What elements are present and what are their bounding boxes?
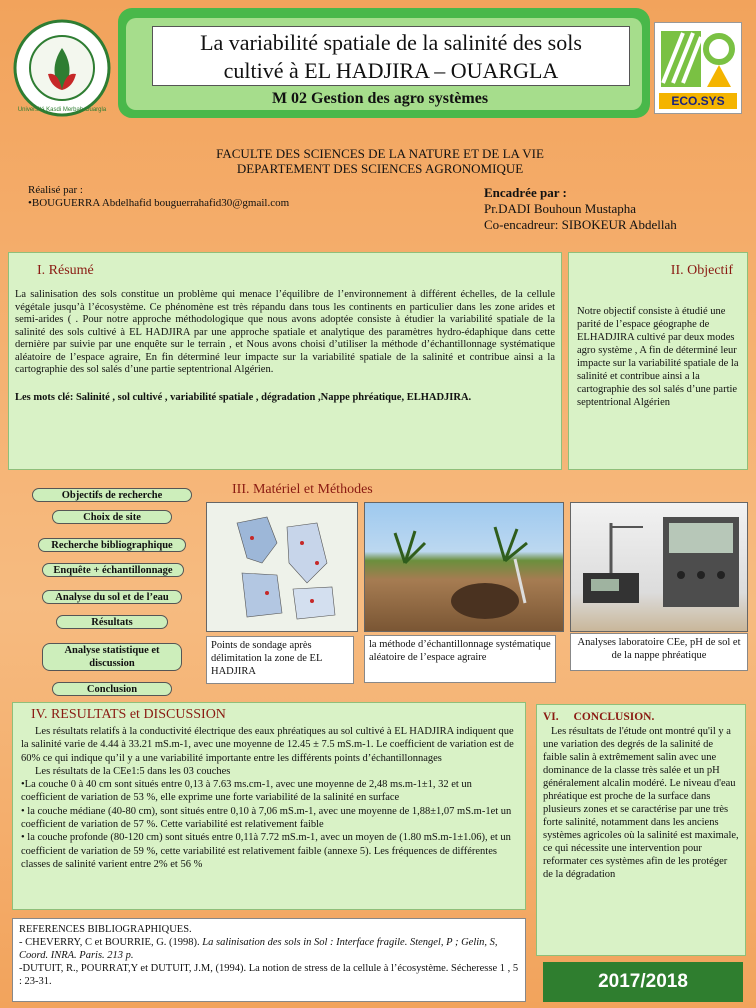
step-enquete: Enquête + échantillonnage [42, 563, 184, 577]
methods-title: III. Matériel et Méthodes [232, 482, 373, 497]
results-paragraph: Les résultats relatifs à la conductivité électrique des eaux phréatiques au sol cultivé à EL HADJIRA indiquent que la salinité varie de 4.44 à 33.21 mS.m-1, avec une moyenne de 12.45 ± 7.5 mS.m-1. Le coefficient de variation est de 60% ce qui indique qu’il y a une variabilité importante entre les différents points d’échantillonnages [21, 726, 514, 764]
reference-1-authors: - CHEVERRY, C et BOURRIE, G. (1998). [19, 937, 203, 948]
sampling-caption: la méthode d’échantillonnage systématique aléatoire de l’espace agraire [364, 635, 556, 683]
resume-title: I. Résumé [37, 263, 94, 278]
results-section [12, 702, 526, 910]
step-resultats: Résultats [56, 615, 168, 629]
faculty-line-2: DEPARTEMENT DES SCIENCES AGRONOMIQUE [236, 161, 524, 176]
step-analyse-statistique: Analyse statistique et discussion [42, 643, 182, 671]
results-title: IV. RESULTATS et DISCUSSION [31, 707, 226, 722]
reference-2: -DUTUIT, R., POURRAT,Y et DUTUIT, J.M, (1994). La notion de stress de la cellule à l’écosystème. Sécheresse 1 , 5 : 23-31. [19, 963, 519, 987]
supervisor-name: Pr.DADI Bouhoun Mustapha [484, 201, 637, 216]
faculty-block [120, 146, 640, 176]
resume-keywords: Les mots clé: Salinité , sol cultivé , variabilité spatiale , dégradation ,Nappe phréatique, ELHADJIRA. [15, 391, 472, 403]
step-analyse-sol: Analyse du sol et de l’eau [42, 590, 182, 604]
lab-caption: Analyses laboratoire CEe, pH de sol et de la nappe phréatique [570, 633, 748, 671]
ecosys-logo-text: ECO.SYS [671, 94, 725, 108]
reference-1-title: La salinisation des sols in Sol : Interface fragile. Stengel, P ; Gelin, S, Coord. INRA. Paris. 213 p. [19, 937, 498, 961]
references-section [12, 918, 526, 1002]
ecosys-logo [654, 22, 742, 114]
conclusion-number: VI. [543, 711, 559, 723]
supervisors-block [484, 185, 744, 233]
field-sampling-photo [364, 502, 564, 632]
reference-1 [19, 936, 519, 962]
faculty-line-1: FACULTE DES SCIENCES DE LA NATURE ET DE LA VIE [216, 146, 544, 161]
supervised-label: Encadrée par : [484, 185, 567, 200]
references-title: REFERENCES BIBLIOGRAPHIQUES. [19, 924, 192, 935]
conclusion-section [536, 704, 746, 956]
cosupervisor-name: Co-encadreur: SIBOKEUR Abdellah [484, 217, 677, 232]
objectif-body: Notre objectif consiste à étudié une parité de l’espace géographe de ELHADJIRA cultivé par deux modes agro système , A fin de déterminé leur impacte sur la variabilité spatiale de la salinité et contribue ainsi a la cartographie des sol salés d’une partie septentrional Algérien [577, 306, 739, 408]
results-paragraph: •La couche 0 à 40 cm sont situés entre 0,13 à 7.63 ms.cm-1, avec une moyenne de 2,48 ms.m-1±1, 32 et un coefficient de variation de 53 %, elle exprime une forte variabilité de la salinité en surface [21, 779, 472, 804]
title-line-2: cultivé à EL HADJIRA – OUARGLA [223, 58, 559, 83]
results-paragraph: • la couche profonde (80-120 cm) sont situés entre 0,11à 7.72 mS.m-1, avec un moyen de (1.80 mS.m-1±1.06), et un coefficient de variation de 59 %, cette variabilité est relativement faible (annexe 5). Les fréquences de différentes classes de salinité varient entre 2% et 56 % [21, 832, 511, 870]
results-body [21, 725, 517, 871]
authors-block [28, 184, 368, 210]
objectif-section [568, 252, 748, 470]
authors-label: Réalisé par : [28, 184, 83, 196]
conclusion-title [543, 711, 739, 723]
lab-analysis-photo [570, 502, 748, 632]
step-choix-site: Choix de site [52, 510, 172, 524]
university-logo [12, 18, 112, 118]
poster-subtitle: M 02 Gestion des agro systèmes [271, 90, 489, 107]
resume-body: La salinisation des sols constitue un problème qui menace l’équilibre de l’environnement à différent échelles, de la cellule végétale jusqu’à l’écosystème. Ce phénomène est très répandu dans tous les continents en particulier dans les zone arides et semi-arides ( . Pour notre approche méthodologique que nous avons adoptée consiste à étudier la variabilité spatiale de la salinité des sols cultivé à EL HADJIRA par une approche spatiale et analytique des paramètres hydro-édaphique dans cette dernière par suivie par une enquête sur le terrain , et Nous avons choisi d’utiliser la méthode d’échantillonnage systématique aléatoire de l’espace agraire, En fin déterminé leur impacte sur la variabilité spatiale de la salinité et contribue ainsi a la cartographie des sol salés d’une partie septentrional Algérien. [15, 289, 555, 375]
author-name: •BOUGUERRA Abdelhafid bouguerrahafid30@gmail.com [28, 197, 290, 209]
map-caption: Points de sondage après délimitation la zone de EL HADJIRA [206, 636, 354, 684]
map-image [206, 502, 358, 632]
title-line-1: La variabilité spatiale de la salinité des sols [200, 30, 582, 55]
step-bibliographie: Recherche bibliographique [38, 538, 186, 552]
step-conclusion: Conclusion [52, 682, 172, 696]
results-paragraph: • la couche médiane (40-80 cm), sont situés entre 0,10 à 7,06 mS.m-1, avec une moyenne de 1,88±1,07 mS.m-1et un coefficient de variation de 57 %. Cette variabilité est relativement faible [21, 805, 512, 831]
conclusion-body: Les résultats de l'étude ont montré qu'il y a une variation des degrés de la salinité de faible salin à extrêmement salin avec une dominance de la classe très salée et un pH généralement alcalin modéré. Le niveau d'eau phréatique est proche de la surface dans plusieurs zones et se caractérise par une très forte salinité, notamment dans les anciens systèmes agricoles où la salinité est maximale, ce qui nécessite une intervention pour reformater ces systèmes afin de les protéger de la dégradation [543, 726, 739, 880]
resume-section [8, 252, 562, 470]
results-paragraph: Les résultats de la CEe1:5 dans les 03 couches [35, 765, 231, 777]
university-logo-text: Université Kasdi Merbah Ouargla [17, 107, 107, 113]
step-objectifs: Objectifs de recherche [32, 488, 192, 502]
conclusion-label: CONCLUSION. [573, 711, 655, 723]
poster-title [152, 26, 630, 86]
objectif-title: II. Objectif [670, 263, 733, 278]
year-badge: 2017/2018 [543, 962, 743, 1002]
